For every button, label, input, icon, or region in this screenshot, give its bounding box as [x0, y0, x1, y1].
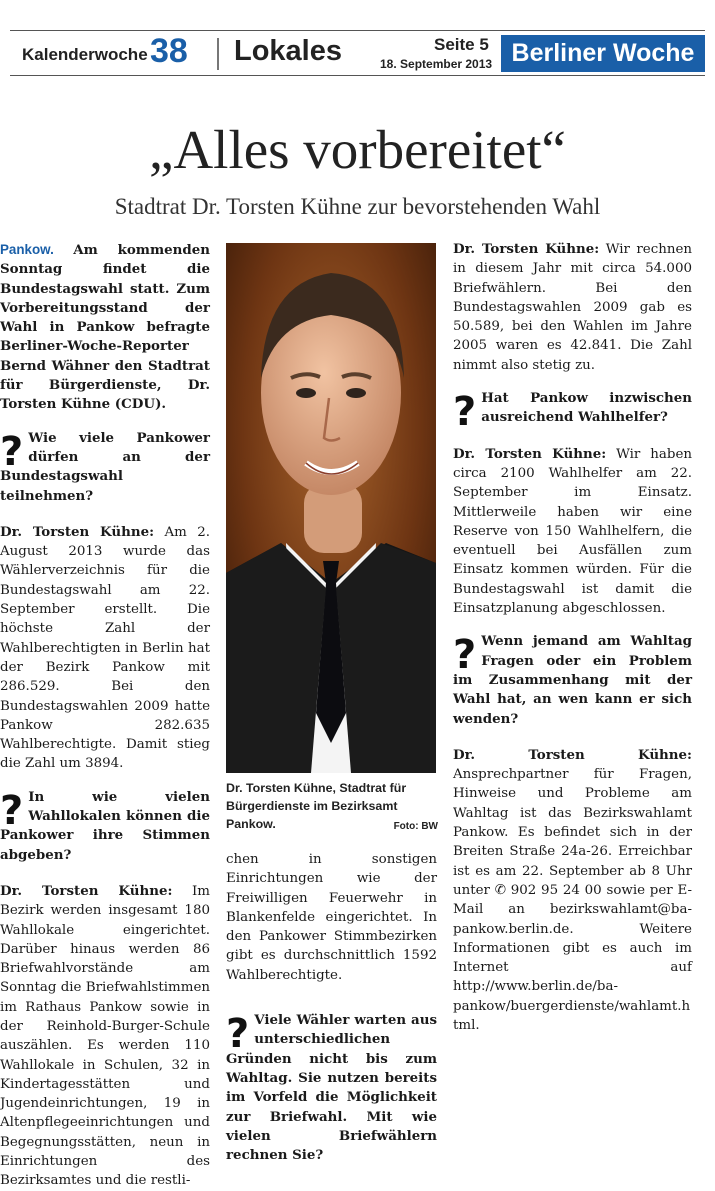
column-3 [453, 240, 692, 1035]
article-subheadline: Stadtrat Dr. Torsten Kühne zur bevorstehenden Wahl [114, 194, 601, 219]
article-headline: „Alles vorbereitet“ [149, 119, 566, 180]
answer-1-text: Am 2. August 2013 wurde das Wählerverzeichnis für die Bundestagswahl am 22. September erstellt. Die höchste Zahl der Wahlberechtigten in Berlin hat der Bezirk Pankow mit 286.529. Bei den Bundestagswahlen 2009 hatte Pankow 282.635 Wahlberechtigte. Damit stieg die Zahl um 3894. [0, 524, 210, 772]
portrait-image [226, 243, 436, 773]
question-mark-icon: ? [226, 1011, 250, 1058]
question-3 [226, 1011, 437, 1165]
question-4 [453, 389, 692, 436]
photo-caption [226, 779, 438, 836]
question-1-text: Wie viele Pankower dürfen an der Bundestagswahl teilnehmen? [0, 429, 210, 504]
question-4-text: Hat Pankow inzwischen ausreichend Wahlhelfer? [481, 390, 692, 426]
question-mark-icon: ? [453, 389, 477, 436]
phone-number: 902 95 24 00 [510, 882, 602, 898]
column-1 [0, 240, 210, 1191]
week-number: 38 [150, 32, 188, 70]
speaker-label: Dr. Torsten Kühne: [453, 746, 692, 763]
phone-icon: ✆ [494, 882, 506, 898]
question-3-text: Viele Wähler warten aus unterschiedlichen Gründen nicht bis zum Wahltag. Sie nutzen bereits im Vorfeld die Möglichkeit zur Briefwahl. Mit wie vielen Briefwählern rechnen Sie? [226, 1012, 437, 1164]
speaker-label: Dr. Torsten Kühne: [0, 882, 173, 899]
speaker-label: Dr. Torsten Kühne: [453, 241, 600, 257]
week-label: Kalenderwoche [22, 45, 148, 64]
answer-5-contact-text: sowie per E-Mail an bezirkswahlamt@ba-pankow.berlin.de. Weitere Informationen gibt es auch im Internet auf http://www.berlin.de/ba-pankow/buergerdienste/wahlamt.html. [453, 882, 693, 1033]
intro-paragraph [0, 240, 210, 415]
photo-credit: Foto: BW [393, 821, 438, 832]
caption-text: Dr. Torsten Kühne, Stadtrat für Bürgerdienste im Bezirksamt Pankow. [226, 781, 407, 831]
page-header [10, 30, 705, 76]
header-divider [217, 38, 219, 70]
question-mark-icon: ? [0, 428, 24, 475]
answer-4 [453, 445, 692, 619]
answer-2-continued: chen in sonstigen Einrichtungen wie der Freiwilligen Feuerwehr in Blankenfelde eingerichtet. In den Pankower Stimmbezirken gibt es durchschnittlich 1592 Wahlberechtigte. [226, 852, 437, 983]
question-5-text: Wenn jemand am Wahltag Fragen oder ein Problem im Zusammenhang mit der Wahl hat, an wen kann er sich wenden? [453, 633, 692, 727]
answer-3-text: Wir rechnen in diesem Jahr mit circa 54.000 Briefwählern. Bei den Bundestagswahlen 2009 gab es 50.589, bei den Wahlen im Jahre 2005 waren es 42.841. Die Zahl nimmt also stetig zu. [453, 242, 692, 373]
question-2 [0, 788, 210, 865]
column-2 [226, 850, 437, 1165]
speaker-label: Dr. Torsten Kühne: [0, 523, 155, 540]
answer-3 [453, 240, 692, 375]
speaker-label: Dr. Torsten Kühne: [453, 445, 607, 462]
answer-5-text: Ansprechpartner für Fragen, Hinweise und Probleme am Wahltag ist das Bezirkswahlamt Pankow. Es befindet sich in der Breiten Straße 24a-26. Erreichbar ist es am 22. September ab 8 Uhr unter [453, 767, 692, 898]
question-mark-icon: ? [453, 632, 477, 679]
issue-date: 18. September 2013 [380, 57, 493, 71]
section-title: Lokales [234, 35, 342, 67]
brand-logo: Berliner Woche [501, 35, 705, 72]
portrait-photo [226, 243, 436, 773]
page-number: Seite 5 [434, 35, 489, 54]
answer-2 [0, 882, 210, 1191]
dateline: Pankow. [0, 242, 54, 257]
question-1 [0, 429, 210, 506]
question-5 [453, 632, 692, 728]
intro-text: Am kommenden Sonntag findet die Bundestagswahl statt. Zum Vorbereitungsstand der Wahl in Pankow befragte Berliner-Woche-Reporter Bernd Wähner den Stadtrat für Bürgerdienste, Dr. Torsten Kühne (CDU). [0, 242, 210, 413]
answer-4-text: Wir haben circa 2100 Wahlhelfer am 22. September im Einsatz. Mittlerweile haben wir eine Reserve von 150 Wahlhelfern, die eventuell bei Ausfällen zum Einsatz kommen würden. Für die Bundestagswahl ist damit die Einsatzplanung abgeschlossen. [453, 446, 692, 617]
answer-2-text: Im Bezirk werden insgesamt 180 Wahllokale eingerichtet. Darüber hinaus werden 86 Briefwahlvorstände am Sonntag die Briefwahlstimmen im Rathaus Pankow sowie in der Reinhold-Burger-Schule auszählen. Es werden 110 Wahllokale in Schulen, 32 in Kindertagesstätten und Jugendeinrichtungen, 19 in Altenpflegeeinrichtungen und Begegnungsstätten, neun in Einrichtungen des Bezirksamtes und die restli- [0, 883, 210, 1189]
answer-5 [453, 746, 692, 1035]
answer-1 [0, 523, 210, 774]
question-mark-icon: ? [0, 787, 24, 834]
question-2-text: In wie vielen Wahllokalen können die Pankower ihre Stimmen abgeben? [0, 788, 210, 863]
